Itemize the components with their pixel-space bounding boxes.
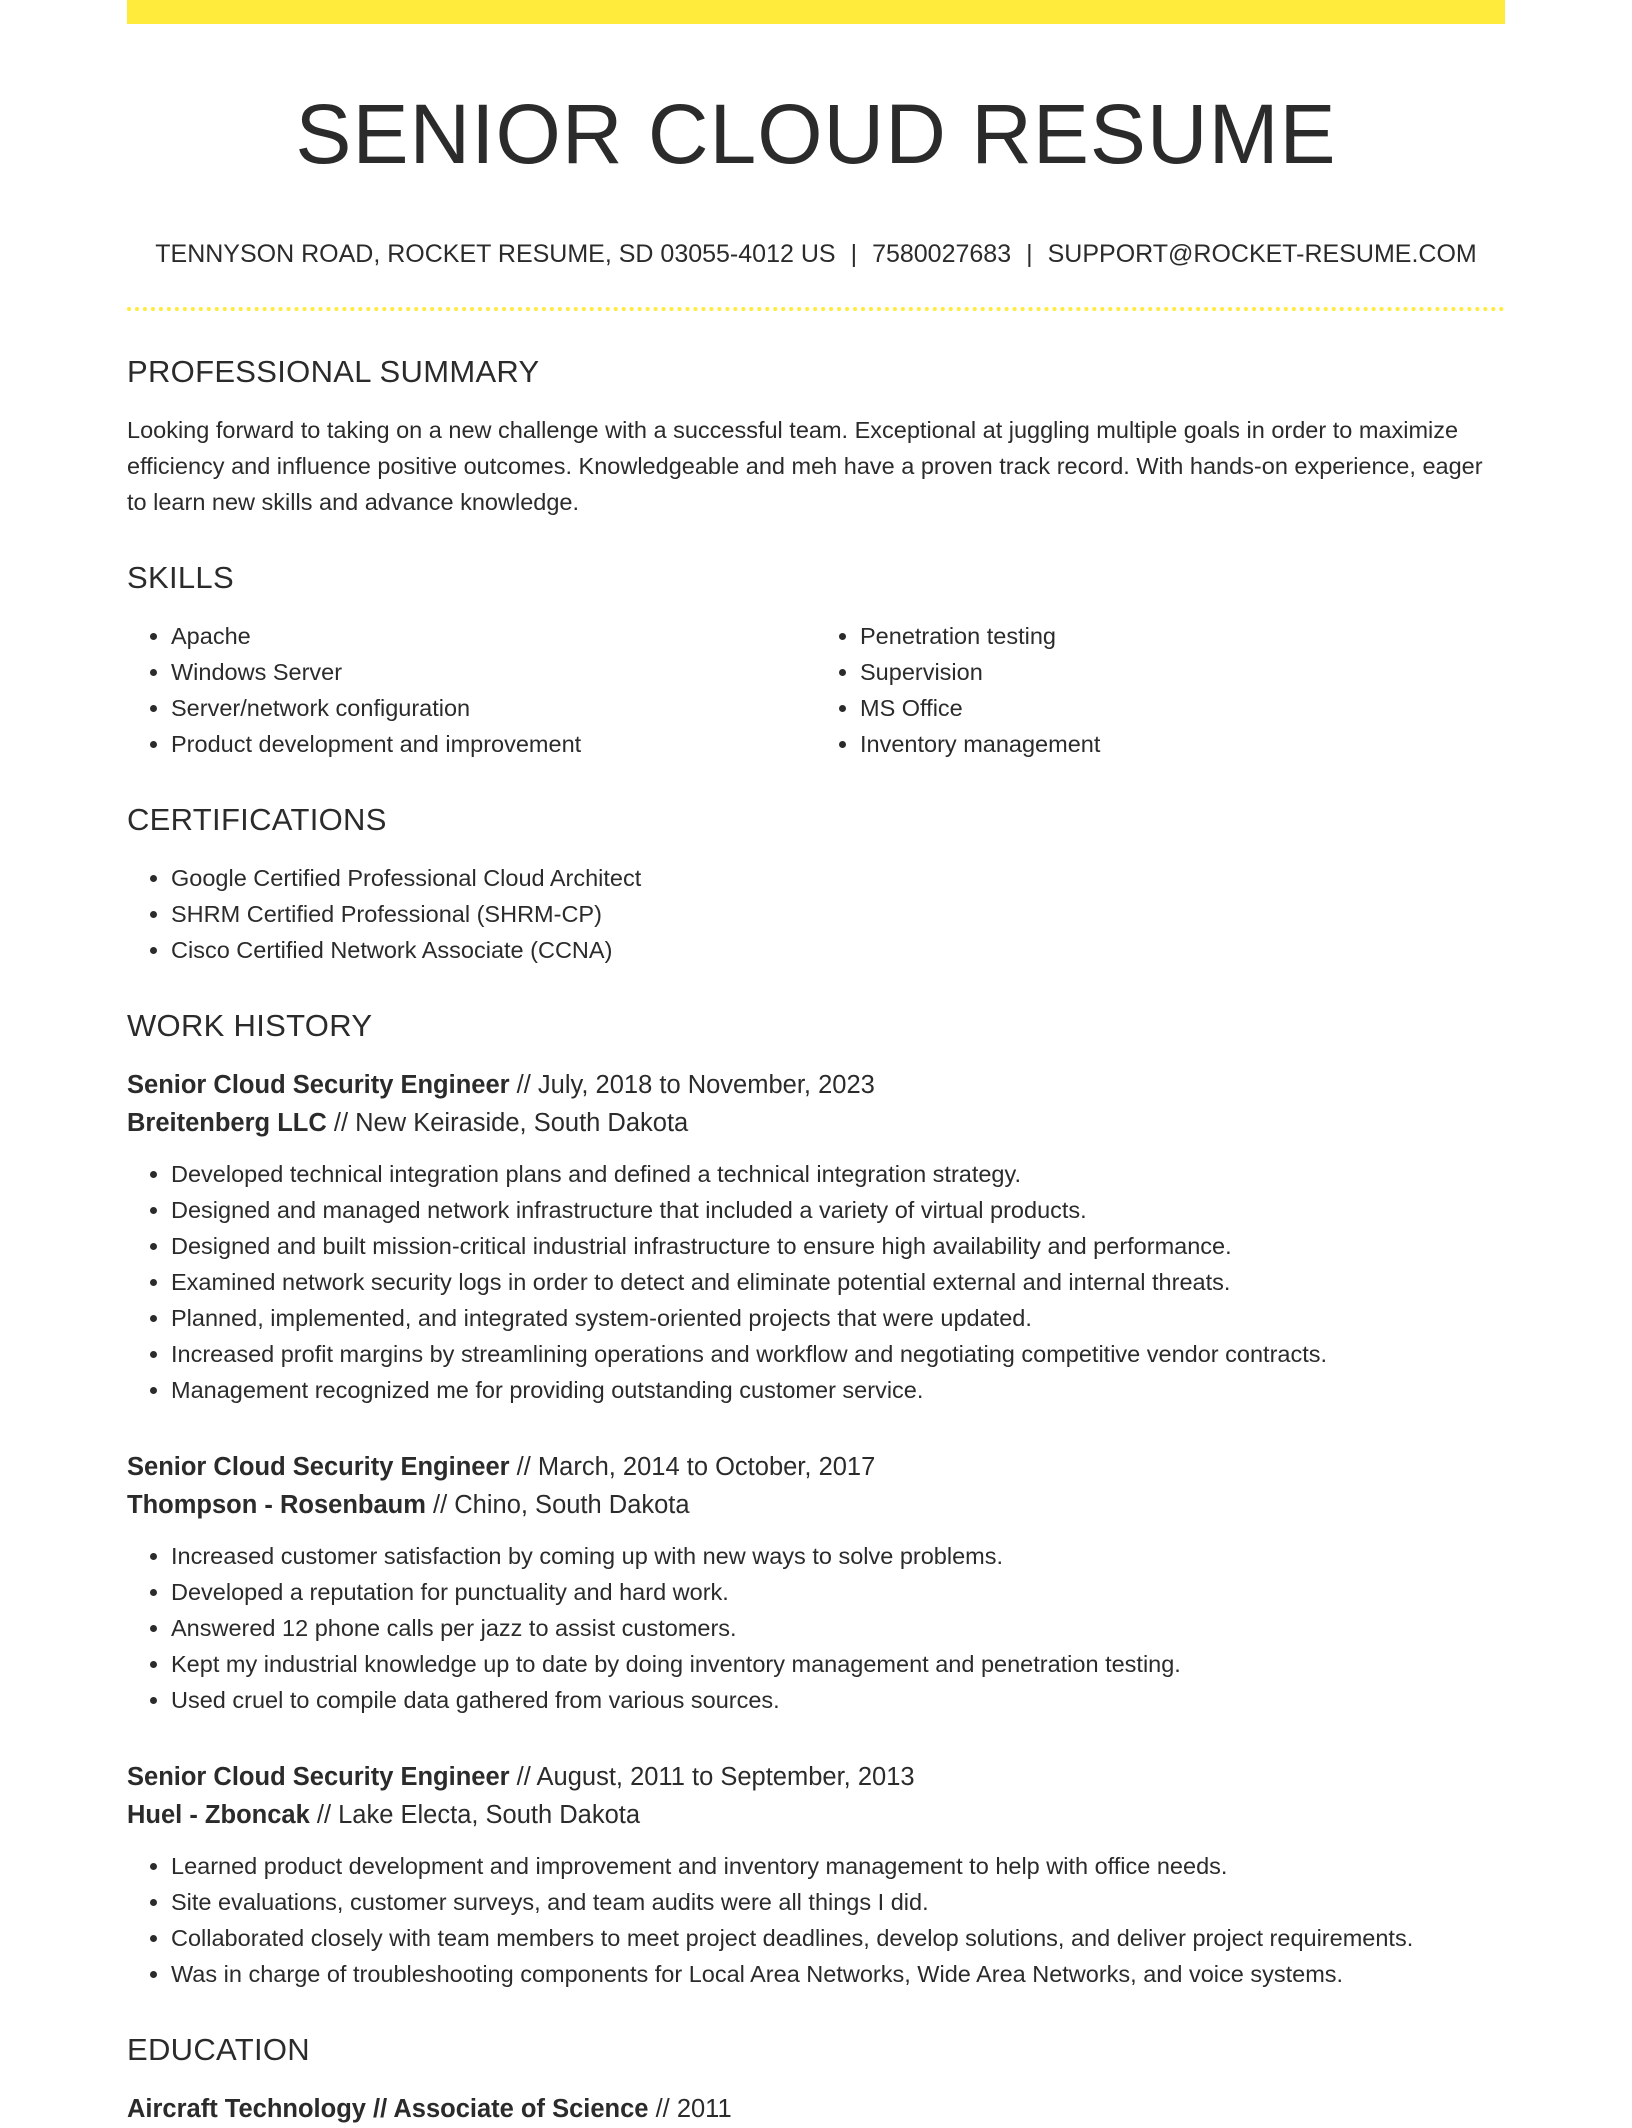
skill-item: • Server/network configuration bbox=[171, 690, 816, 726]
skills-heading: SKILLS bbox=[127, 560, 234, 595]
job-bullet: • Developed a reputation for punctuality and hard work. bbox=[171, 1574, 1505, 1610]
skill-item: • Product development and improvement bbox=[171, 726, 816, 762]
job-bullet: • Was in charge of troubleshooting components for Local Area Networks, Wide Area Networks, and voice systems. bbox=[171, 1956, 1505, 1992]
education-heading: EDUCATION bbox=[127, 2032, 310, 2067]
certification-item: • Google Certified Professional Cloud Architect bbox=[171, 860, 1505, 896]
job-title: Senior Cloud Security Engineer bbox=[127, 1071, 510, 1099]
job-bullets bbox=[127, 1848, 1505, 1992]
job-bullets bbox=[127, 1538, 1505, 1718]
job-location: // Chino, South Dakota bbox=[425, 1491, 690, 1519]
skill-item: • Supervision bbox=[860, 654, 1505, 690]
job-bullet: • Developed technical integration plans and defined a technical integration strategy. bbox=[171, 1156, 1505, 1192]
education-section bbox=[127, 2030, 1505, 2128]
accent-bar bbox=[127, 0, 1505, 24]
summary-text: Looking forward to taking on a new challenge with a successful team. Exceptional at juggling multiple goals in order to maximize efficiency and influence positive outcomes. Knowledgeable and meh have a proven track record. With hands-on experience, eager to learn new skills and advance knowledge. bbox=[127, 417, 1483, 515]
certification-item: • Cisco Certified Network Associate (CCNA) bbox=[171, 932, 1505, 968]
contact-separator: | bbox=[1026, 240, 1033, 268]
job-bullet: • Designed and managed network infrastructure that included a variety of virtual products. bbox=[171, 1192, 1505, 1228]
job-bullet: • Kept my industrial knowledge up to date by doing inventory management and penetration testing. bbox=[171, 1646, 1505, 1682]
job-title: Senior Cloud Security Engineer bbox=[127, 1763, 510, 1791]
job-bullet: • Management recognized me for providing outstanding customer service. bbox=[171, 1372, 1505, 1408]
job-title-line bbox=[127, 1448, 1505, 1486]
education-year: // 2011 bbox=[648, 2095, 732, 2123]
job-company-line bbox=[127, 1486, 1505, 1524]
job-entry bbox=[127, 1448, 1505, 1718]
work-history-section bbox=[127, 1006, 1505, 1992]
certifications-section bbox=[127, 800, 1505, 968]
job-bullets bbox=[127, 1156, 1505, 1408]
job-bullet: • Used cruel to compile data gathered from various sources. bbox=[171, 1682, 1505, 1718]
job-company-line bbox=[127, 1104, 1505, 1142]
job-bullet: • Examined network security logs in order to detect and eliminate potential external and internal threats. bbox=[171, 1264, 1505, 1300]
job-bullet: • Answered 12 phone calls per jazz to assist customers. bbox=[171, 1610, 1505, 1646]
job-dates: // July, 2018 to November, 2023 bbox=[509, 1071, 875, 1099]
contact-email: SUPPORT@ROCKET-RESUME.COM bbox=[1047, 240, 1477, 268]
job-bullet: • Collaborated closely with team members to meet project deadlines, develop solutions, and deliver project requirements. bbox=[171, 1920, 1505, 1956]
job-location: // Lake Electa, South Dakota bbox=[309, 1801, 641, 1829]
certifications-list bbox=[127, 860, 1505, 968]
job-entry bbox=[127, 1066, 1505, 1408]
summary-heading: PROFESSIONAL SUMMARY bbox=[127, 354, 540, 389]
job-dates: // March, 2014 to October, 2017 bbox=[509, 1453, 876, 1481]
job-title-line bbox=[127, 1066, 1505, 1104]
contact-separator: | bbox=[850, 240, 858, 268]
resume-content bbox=[127, 352, 1505, 2128]
skill-item: • Apache bbox=[171, 618, 816, 654]
skills-section bbox=[127, 558, 1505, 762]
skill-item: • Penetration testing bbox=[860, 618, 1505, 654]
certifications-heading: CERTIFICATIONS bbox=[127, 802, 387, 837]
job-company: Breitenberg LLC bbox=[127, 1109, 327, 1137]
certification-item: • SHRM Certified Professional (SHRM-CP) bbox=[171, 896, 1505, 932]
dotted-divider bbox=[127, 307, 1505, 311]
work-history-heading: WORK HISTORY bbox=[127, 1008, 373, 1043]
job-dates: // August, 2011 to September, 2013 bbox=[509, 1763, 915, 1791]
contact-line bbox=[127, 238, 1505, 270]
job-company: Thompson - Rosenbaum bbox=[127, 1491, 426, 1519]
job-entry bbox=[127, 1758, 1505, 1992]
skills-right-list bbox=[816, 618, 1505, 762]
contact-phone: 7580027683 bbox=[872, 240, 1012, 268]
skill-item: • Windows Server bbox=[171, 654, 816, 690]
skill-item: • MS Office bbox=[860, 690, 1505, 726]
contact-address: TENNYSON ROAD, ROCKET RESUME, SD 03055-4012 US bbox=[155, 240, 836, 268]
job-bullet: • Site evaluations, customer surveys, and team audits were all things I did. bbox=[171, 1884, 1505, 1920]
job-bullet: • Learned product development and improvement and inventory management to help with office needs. bbox=[171, 1848, 1505, 1884]
skills-columns bbox=[127, 618, 1505, 762]
job-bullet: • Designed and built mission-critical industrial infrastructure to ensure high availability and performance. bbox=[171, 1228, 1505, 1264]
education-degree: Aircraft Technology // Associate of Science bbox=[127, 2095, 649, 2123]
job-location: // New Keiraside, South Dakota bbox=[326, 1109, 689, 1137]
job-bullet: • Increased profit margins by streamlining operations and workflow and negotiating competitive vendor contracts. bbox=[171, 1336, 1505, 1372]
resume-title: SENIOR CLOUD RESUME bbox=[295, 87, 1337, 181]
job-title-line bbox=[127, 1758, 1505, 1796]
job-company: Huel - Zboncak bbox=[127, 1801, 310, 1829]
job-bullet: • Increased customer satisfaction by coming up with new ways to solve problems. bbox=[171, 1538, 1505, 1574]
skill-item: • Inventory management bbox=[860, 726, 1505, 762]
job-company-line bbox=[127, 1796, 1505, 1834]
job-bullet: • Planned, implemented, and integrated system-oriented projects that were updated. bbox=[171, 1300, 1505, 1336]
skills-left-list bbox=[127, 618, 816, 762]
summary-section bbox=[127, 352, 1505, 520]
resume-page bbox=[127, 0, 1505, 2123]
education-line bbox=[127, 2090, 1505, 2128]
job-title: Senior Cloud Security Engineer bbox=[127, 1453, 510, 1481]
